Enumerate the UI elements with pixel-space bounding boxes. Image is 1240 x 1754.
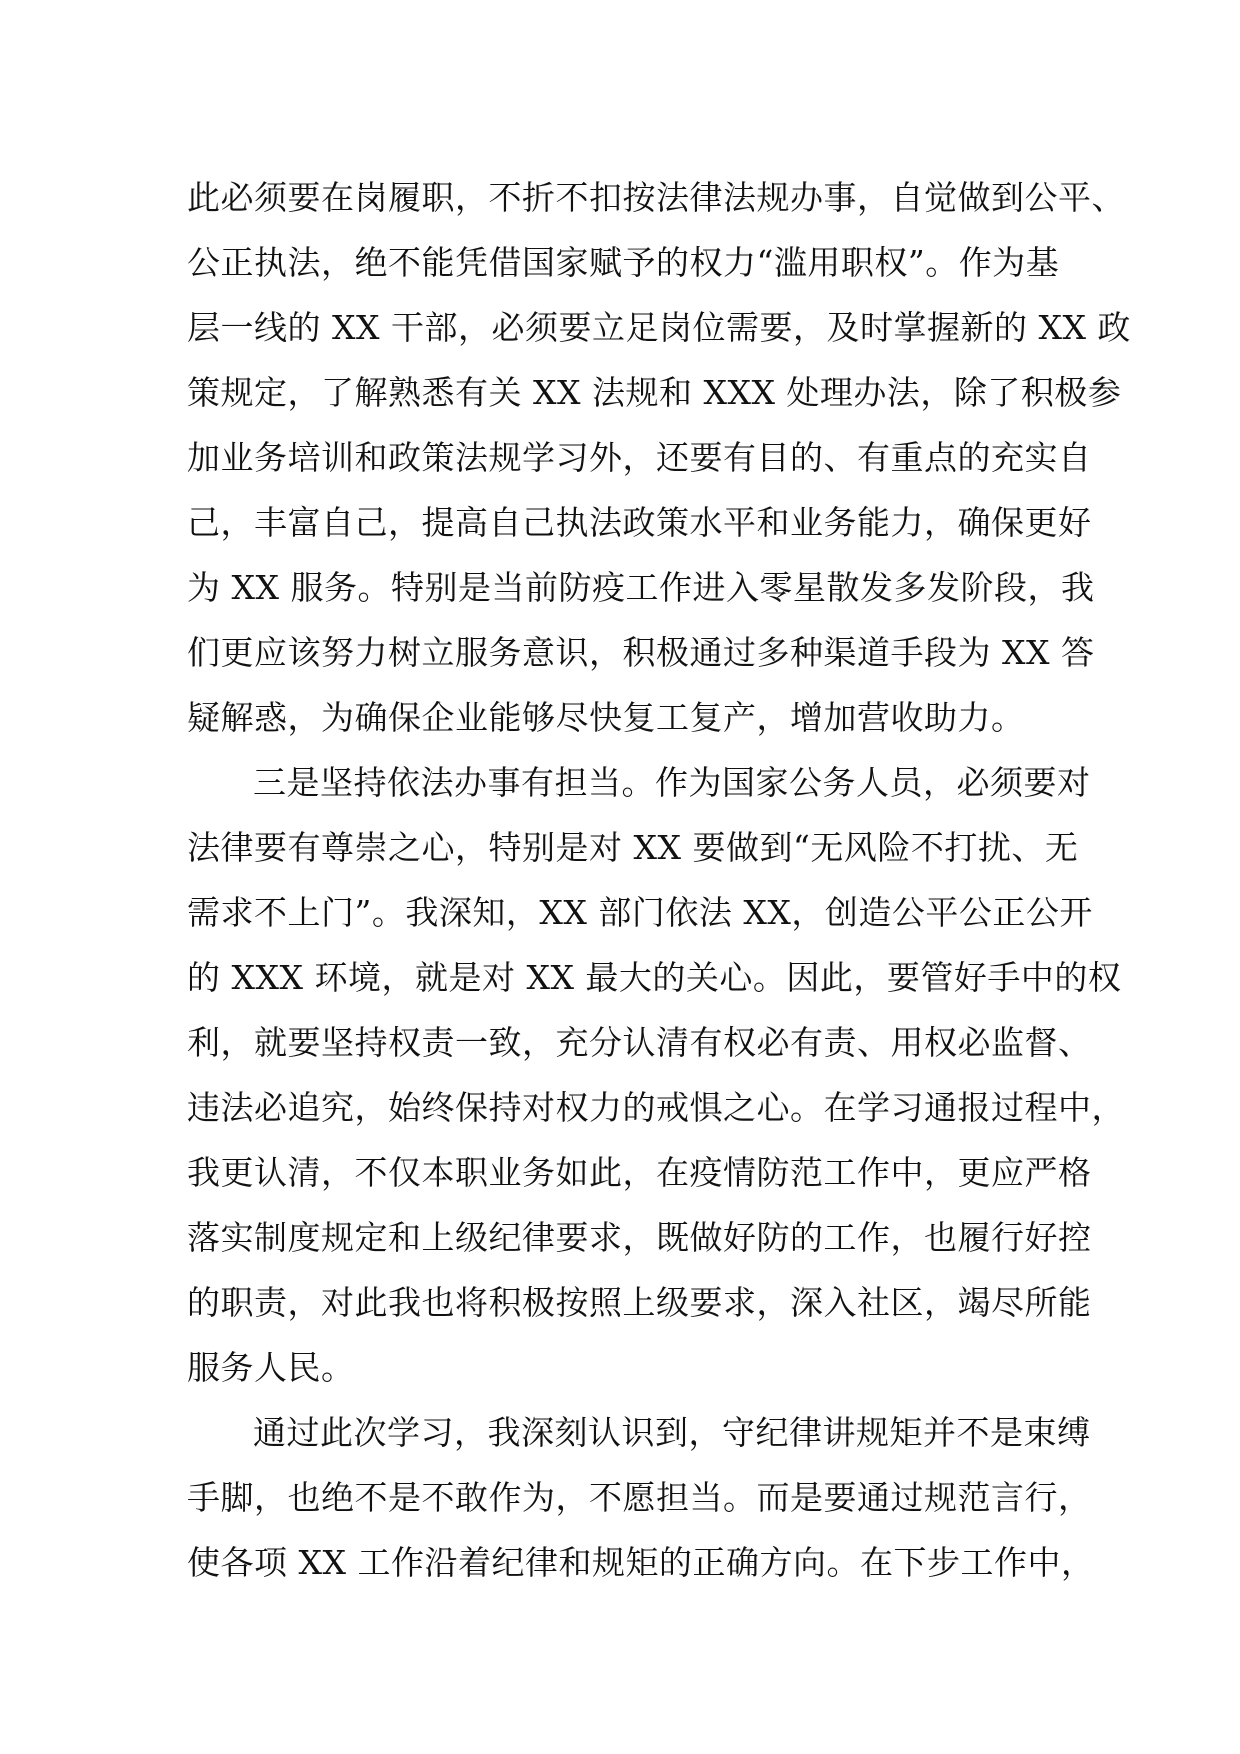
text-line: 违法必追究，始终保持对权力的戒惧之心。在学习通报过程中， bbox=[187, 1088, 1125, 1127]
text-line: 层一线的 XX 干部，必须要立足岗位需要，及时掌握新的 XX 政 bbox=[187, 308, 1131, 347]
text-line: 此必须要在岗履职，不折不扣按法律法规办事，自觉做到公平、 bbox=[187, 178, 1125, 217]
text-line: 为 XX 服务。特别是当前防疫工作进入零星散发多发阶段，我 bbox=[187, 568, 1095, 607]
text-line: 利，就要坚持权责一致，充分认清有权必有责、用权必监督、 bbox=[187, 1023, 1092, 1062]
text-line: 的职责，对此我也将积极按照上级要求，深入社区，竭尽所能 bbox=[187, 1283, 1092, 1322]
text-line: 己，丰富自己，提高自己执法政策水平和业务能力，确保更好 bbox=[187, 503, 1092, 542]
text-line: 使各项 XX 工作沿着纪律和规矩的正确方向。在下步工作中， bbox=[187, 1543, 1095, 1582]
paragraph-start-line: 通过此次学习，我深刻认识到，守纪律讲规矩并不是束缚 bbox=[253, 1413, 1091, 1452]
text-line: 加业务培训和政策法规学习外，还要有目的、有重点的充实自 bbox=[187, 438, 1092, 477]
text-line: 服务人民。 bbox=[187, 1348, 355, 1387]
text-line: 法律要有尊崇之心，特别是对 XX 要做到“无风险不打扰、无 bbox=[187, 828, 1079, 867]
text-line: 需求不上门”。我深知，XX 部门依法 XX，创造公平公正公开 bbox=[187, 893, 1093, 932]
text-line: 疑解惑，为确保企业能够尽快复工复产，增加营收助力。 bbox=[187, 698, 1025, 737]
text-line: 落实制度规定和上级纪律要求，既做好防的工作，也履行好控 bbox=[187, 1218, 1092, 1257]
text-line: 们更应该努力树立服务意识，积极通过多种渠道手段为 XX 答 bbox=[187, 633, 1095, 672]
text-line: 公正执法，绝不能凭借国家赋予的权力“滥用职权”。作为基 bbox=[187, 243, 1060, 282]
text-line: 的 XXX 环境，就是对 XX 最大的关心。因此，要管好手中的权 bbox=[187, 958, 1122, 997]
text-line: 策规定，了解熟悉有关 XX 法规和 XXX 处理办法，除了积极参 bbox=[187, 373, 1122, 412]
text-line: 我更认清，不仅本职业务如此，在疫情防范工作中，更应严格 bbox=[187, 1153, 1092, 1192]
body-text bbox=[187, 165, 1131, 1595]
text-line: 手脚，也绝不是不敢作为，不愿担当。而是要通过规范言行， bbox=[187, 1478, 1092, 1517]
paragraph-start-line: 三是坚持依法办事有担当。作为国家公务人员，必须要对 bbox=[253, 763, 1091, 802]
